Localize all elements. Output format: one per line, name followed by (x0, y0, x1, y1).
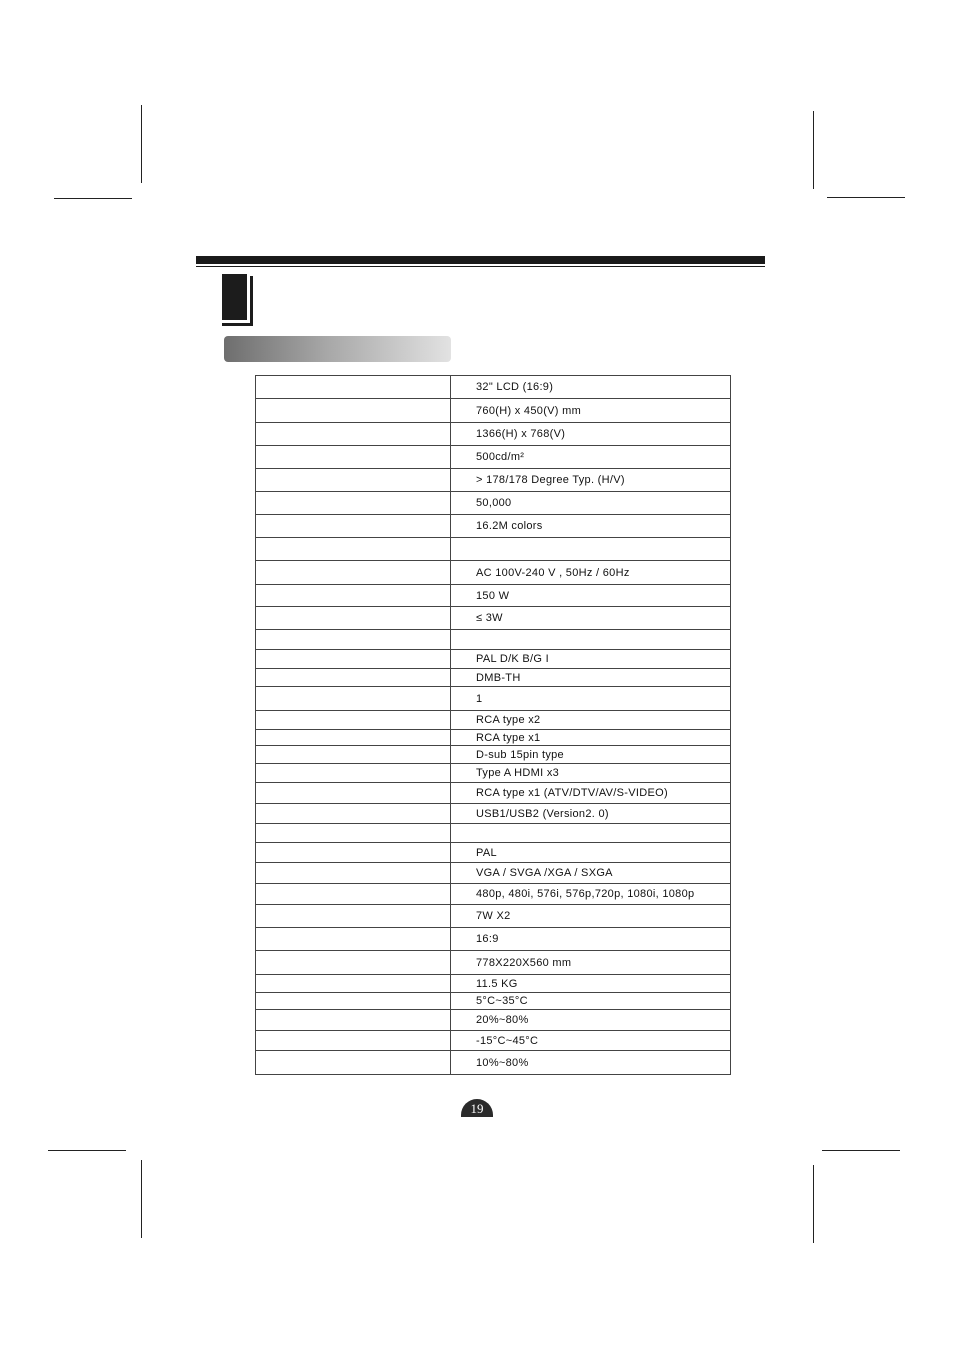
spec-value-cell: 16:9 (451, 928, 731, 951)
spec-label-cell (256, 993, 451, 1010)
spec-label-cell (256, 928, 451, 951)
spec-value-cell (451, 824, 731, 843)
table-row (256, 650, 731, 669)
spec-label-cell (256, 730, 451, 746)
crop-mark (813, 1165, 814, 1243)
spec-label-cell (256, 804, 451, 824)
table-row (256, 630, 731, 650)
spec-label-cell (256, 905, 451, 928)
spec-label-cell (256, 607, 451, 630)
crop-mark (141, 1160, 142, 1238)
spec-value-cell: 480p, 480i, 576i, 576p,720p, 1080i, 1080p (451, 884, 731, 905)
spec-label-cell (256, 951, 451, 975)
table-row (256, 804, 731, 824)
spec-label-cell (256, 650, 451, 669)
spec-label-cell (256, 538, 451, 561)
spec-value-cell: 760(H) x 450(V) mm (451, 399, 731, 423)
table-row (256, 399, 731, 423)
spec-value-cell: RCA type x2 (451, 711, 731, 730)
spec-label-cell (256, 975, 451, 993)
table-row (256, 843, 731, 863)
spec-value-cell: 16.2M colors (451, 515, 731, 538)
table-row (256, 376, 731, 399)
spec-label-cell (256, 492, 451, 515)
header-rule-thin (196, 266, 765, 267)
spec-label-cell (256, 446, 451, 469)
spec-value-cell: 7W X2 (451, 905, 731, 928)
spec-label-cell (256, 884, 451, 905)
spec-value-cell: PAL D/K B/G I (451, 650, 731, 669)
section-heading-bar (224, 336, 451, 362)
table-row (256, 993, 731, 1010)
table-row (256, 669, 731, 687)
table-row (256, 951, 731, 975)
page-number: 19 (461, 1099, 493, 1117)
spec-label-cell (256, 1031, 451, 1051)
spec-label-cell (256, 824, 451, 843)
table-row (256, 746, 731, 764)
table-row (256, 824, 731, 843)
crop-mark (141, 105, 142, 183)
table-row (256, 607, 731, 630)
table-row (256, 469, 731, 492)
crop-mark (48, 1150, 126, 1151)
spec-label-cell (256, 515, 451, 538)
spec-label-cell (256, 561, 451, 585)
specification-table (255, 375, 731, 1075)
spec-value-cell: USB1/USB2 (Version2. 0) (451, 804, 731, 824)
table-row (256, 884, 731, 905)
spec-label-cell (256, 423, 451, 446)
spec-value-cell: RCA type x1 (451, 730, 731, 746)
crop-mark (827, 197, 905, 198)
spec-label-cell (256, 783, 451, 804)
spec-value-cell: RCA type x1 (ATV/DTV/AV/S-VIDEO) (451, 783, 731, 804)
spec-label-cell (256, 669, 451, 687)
spec-value-cell: 500cd/m² (451, 446, 731, 469)
table-row (256, 585, 731, 607)
spec-value-cell: Type A HDMI x3 (451, 764, 731, 783)
table-row (256, 538, 731, 561)
spec-value-cell: 20%~80% (451, 1010, 731, 1031)
spec-value-cell: D-sub 15pin type (451, 746, 731, 764)
table-row (256, 1010, 731, 1031)
spec-label-cell (256, 630, 451, 650)
spec-label-cell (256, 399, 451, 423)
spec-value-cell: 1366(H) x 768(V) (451, 423, 731, 446)
spec-value-cell: PAL (451, 843, 731, 863)
spec-label-cell (256, 764, 451, 783)
spec-value-cell: -15°C~45°C (451, 1031, 731, 1051)
spec-label-cell (256, 711, 451, 730)
table-row (256, 905, 731, 928)
table-row (256, 975, 731, 993)
crop-mark (822, 1150, 900, 1151)
spec-value-cell: DMB-TH (451, 669, 731, 687)
table-row (256, 730, 731, 746)
spec-value-cell: ≤ 3W (451, 607, 731, 630)
spec-value-cell: AC 100V-240 V , 50Hz / 60Hz (451, 561, 731, 585)
spec-label-cell (256, 469, 451, 492)
spec-label-cell (256, 376, 451, 399)
table-row (256, 492, 731, 515)
table-row (256, 561, 731, 585)
table-row (256, 515, 731, 538)
spec-label-cell (256, 746, 451, 764)
spec-label-cell (256, 585, 451, 607)
table-row (256, 1051, 731, 1075)
spec-value-cell: 150 W (451, 585, 731, 607)
spec-value-cell: 1 (451, 687, 731, 711)
spec-value-cell: > 178/178 Degree Typ. (H/V) (451, 469, 731, 492)
spec-label-cell (256, 1010, 451, 1031)
spec-value-cell: 32" LCD (16:9) (451, 376, 731, 399)
table-row (256, 1031, 731, 1051)
table-row (256, 764, 731, 783)
table-row (256, 928, 731, 951)
spec-value-cell: 5°C~35°C (451, 993, 731, 1010)
spec-value-cell (451, 630, 731, 650)
spec-value-cell (451, 538, 731, 561)
table-row (256, 446, 731, 469)
spec-label-cell (256, 863, 451, 884)
table-row (256, 687, 731, 711)
spec-value-cell: 50,000 (451, 492, 731, 515)
crop-mark (813, 111, 814, 189)
chapter-marker-icon (222, 274, 252, 322)
spec-label-cell (256, 843, 451, 863)
crop-mark (54, 198, 132, 199)
table-row (256, 711, 731, 730)
spec-label-cell (256, 687, 451, 711)
spec-value-cell: VGA / SVGA /XGA / SXGA (451, 863, 731, 884)
spec-value-cell: 778X220X560 mm (451, 951, 731, 975)
spec-value-cell: 11.5 KG (451, 975, 731, 993)
spec-value-cell: 10%~80% (451, 1051, 731, 1075)
table-row (256, 863, 731, 884)
table-row (256, 783, 731, 804)
spec-label-cell (256, 1051, 451, 1075)
table-row (256, 423, 731, 446)
header-rule-thick (196, 256, 765, 264)
